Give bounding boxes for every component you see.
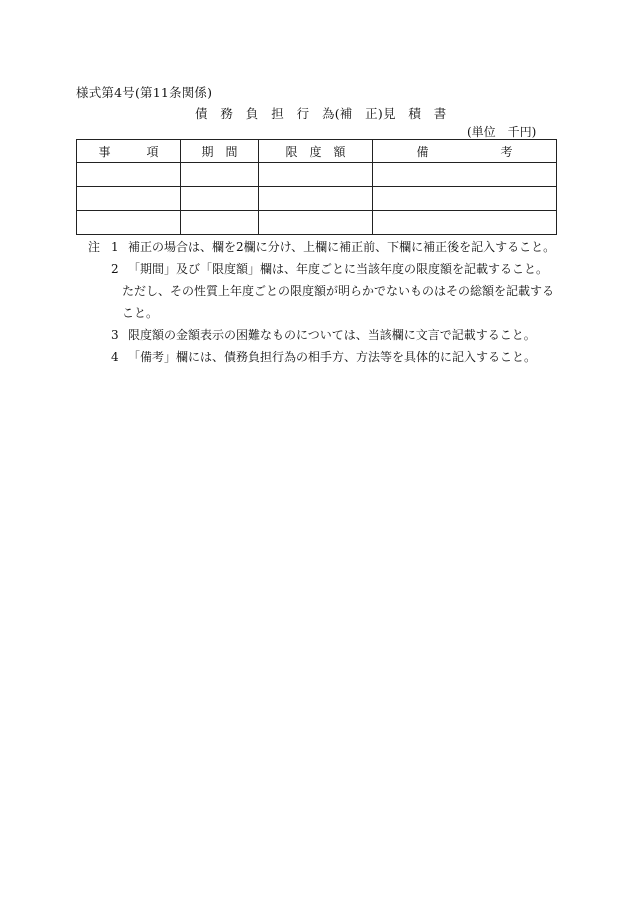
table-cell[interactable] [181, 211, 259, 235]
note-text: 補正の場合は、欄を2欄に分け、上欄に補正前、下欄に補正後を記入すること。 [128, 240, 556, 254]
unit-label: (単位 千円) [467, 125, 537, 139]
table-cell[interactable] [259, 211, 373, 235]
note-text: ただし、その性質上年度ごとの限度額が明らかでないものはその総額を記載する [122, 284, 555, 298]
table-row [77, 163, 557, 187]
form-number: 様式第4号(第11条関係) [76, 85, 213, 100]
table-row [77, 211, 557, 235]
document-title: 債 務 負 担 行 為(補 正)見 積 書 [195, 106, 447, 121]
note-item [88, 324, 558, 346]
note-item [88, 258, 558, 280]
table-cell[interactable] [373, 163, 557, 187]
table-cell[interactable] [259, 187, 373, 211]
note-number: 3 [111, 328, 119, 342]
note-continuation [88, 302, 558, 324]
table-cell[interactable] [77, 211, 181, 235]
note-number: 2 [111, 262, 119, 276]
table-row [77, 187, 557, 211]
note-text: 「期間」及び「限度額」欄は、年度ごとに当該年度の限度額を記載すること。 [128, 262, 549, 276]
note-number: 4 [111, 350, 119, 364]
table-cell[interactable] [259, 163, 373, 187]
note-text: 限度額の金額表示の困難なものについては、当該欄に文言で記載すること。 [128, 328, 536, 342]
note-continuation [88, 280, 558, 302]
note-number: 1 [111, 240, 119, 254]
notes-label: 注 [88, 240, 101, 254]
estimate-table [76, 139, 557, 235]
table-cell[interactable] [373, 211, 557, 235]
column-header-remarks: 備 考 [373, 140, 557, 163]
table-cell[interactable] [181, 187, 259, 211]
notes-section [88, 236, 558, 368]
table-cell[interactable] [77, 187, 181, 211]
table-cell[interactable] [181, 163, 259, 187]
note-item [88, 346, 558, 368]
table-header-row [77, 140, 557, 163]
note-text: 「備考」欄には、債務負担行為の相手方、方法等を具体的に記入すること。 [128, 350, 537, 364]
note-item [88, 236, 558, 258]
table-cell[interactable] [373, 187, 557, 211]
column-header-limit-amount: 限 度 額 [259, 140, 373, 163]
column-header-item: 事 項 [77, 140, 181, 163]
note-text: こと。 [122, 306, 159, 320]
table-cell[interactable] [77, 163, 181, 187]
column-header-period: 期 間 [181, 140, 259, 163]
